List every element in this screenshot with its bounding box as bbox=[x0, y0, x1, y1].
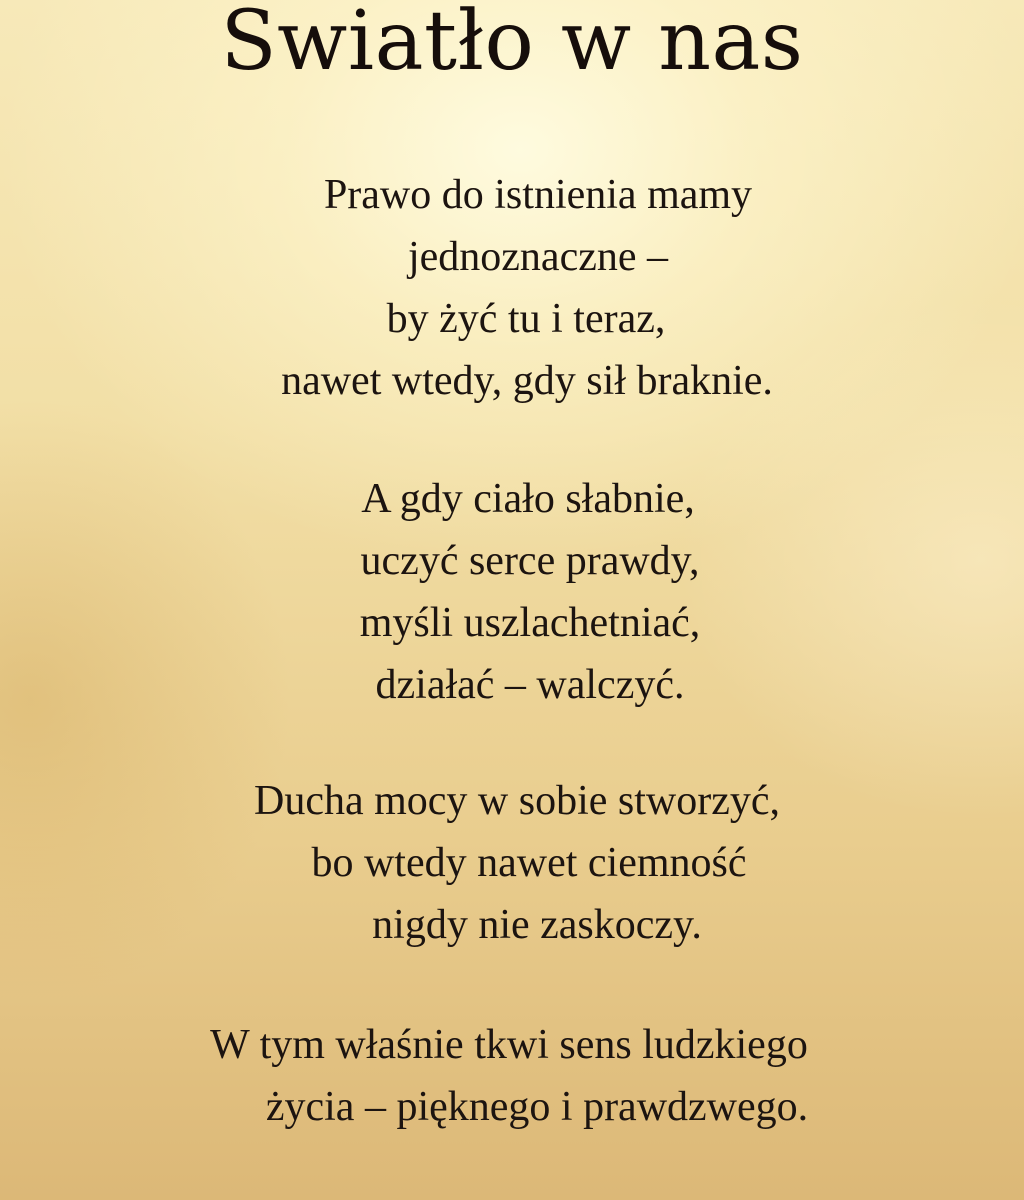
poem-line: nigdy nie zaskoczy. bbox=[372, 902, 702, 948]
poem-line: uczyć serce prawdy, bbox=[360, 538, 700, 584]
poem-line: bo wtedy nawet ciemność bbox=[311, 840, 747, 886]
poem-line: Ducha mocy w sobie stworzyć, bbox=[253, 778, 781, 824]
poem-line: działać – walczyć. bbox=[375, 662, 685, 708]
poem-line: A gdy ciało słabnie, bbox=[361, 476, 695, 522]
poem-line: Prawo do istnienia mamy bbox=[323, 172, 753, 218]
poem-line: nawet wtedy, gdy sił braknie. bbox=[281, 358, 773, 404]
poem-line: życia – pięknego i prawdzwego. bbox=[265, 1084, 809, 1130]
poem-line: W tym właśnie tkwi sens ludzkiego bbox=[210, 1022, 808, 1068]
poem-line: jednoznaczne – bbox=[407, 234, 669, 280]
poem-title: Swiatło w nas bbox=[220, 0, 804, 89]
poem-line: by żyć tu i teraz, bbox=[386, 296, 666, 342]
poem-line: myśli uszlachetniać, bbox=[359, 600, 701, 646]
